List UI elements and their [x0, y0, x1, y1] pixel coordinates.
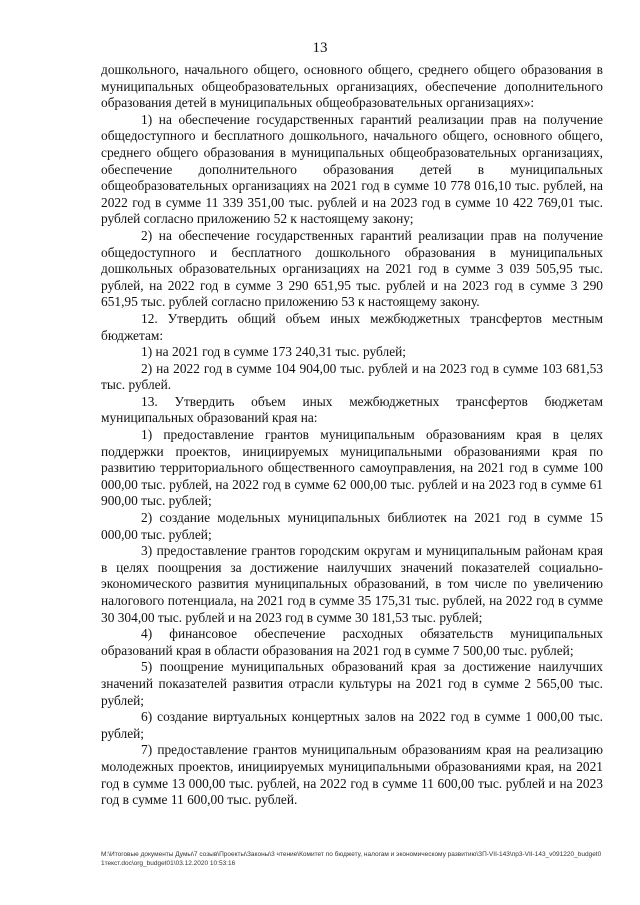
paragraph: 2) на обеспечение государственных гарантий реализации прав на получение общедоступного и бесплатного дошкольного образования в муниципальных дошкольных образовательных организациях на 2021 год в сумме 3 039 505,95 тыс. рублей, на 2022 год в сумме 3 290 651,95 тыс. рублей и на 2023 год в сумме 3 290 651,95 тыс. рублей согласно приложению 53 к настоящему закону.	[101, 227, 603, 310]
document-body	[101, 62, 603, 809]
paragraph: 2) на 2022 год в сумме 104 904,00 тыс. рублей и на 2023 год в сумме 103 681,53 тыс. рублей.	[101, 360, 603, 393]
paragraph: 4) финансовое обеспечение расходных обязательств муниципальных образований края в области образования на 2021 год в сумме 7 500,00 тыс. рублей;	[101, 626, 603, 658]
paragraph: 3) предоставление грантов городским округам и муниципальным районам края в целях поощрения за достижение наилучших значений показателей социально-экономического развития муниципальных образований, в том числе по увеличению налогового потенциала, на 2021 год в сумме 35 175,31 тыс. рублей, на 2022 год в сумме 30 304,00 тыс. рублей и на 2023 год в сумме 30 181,53 тыс. рублей;	[101, 543, 603, 625]
paragraph: 5) поощрение муниципальных образований края за достижение наилучших значений показателей развития отрасли культуры на 2021 год в сумме 2 565,00 тыс. рублей;	[101, 659, 603, 708]
paragraph: 7) предоставление грантов муниципальным образованиям края на реализацию молодежных проектов, инициируемых муниципальными образованиями края, на 2021 год в сумме 13 000,00 тыс. рублей, на 2022 год в сумме 11 600,00 тыс. рублей и на 2023 год в сумме 11 600,00 тыс. рублей.	[101, 742, 603, 808]
paragraph: 2) создание модельных муниципальных библиотек на 2021 год в сумме 15 000,00 тыс. рублей;	[101, 510, 603, 542]
paragraph: 6) создание виртуальных концертных залов на 2022 год в сумме 1 000,00 тыс. рублей;	[101, 709, 603, 741]
paragraph: 12. Утвердить общий объем иных межбюджетных трансфертов местным бюджетам:	[101, 310, 603, 343]
footer-file-path: М:\Итоговые документы Думы\7 созыв\Проекты\Законы\3 чтение\Комитет по бюджету, налогам и экономическому развитию\ЗП-VII-143\пр3-VII-143_v091220_budget01текст.doc\org_budget01\03.12.2020 10:53:16	[101, 851, 602, 867]
paragraph: 1) на 2021 год в сумме 173 240,31 тыс. рублей;	[141, 344, 407, 360]
paragraph: дошкольного, начального общего, основного общего, среднего общего образования в муниципальных общеобразовательных организациях, обеспечение дополнительного образования детей в муниципальных общеобразовательных организациях»:	[101, 62, 603, 111]
page-number: 13	[312, 40, 328, 56]
paragraph: 1) предоставление грантов муниципальным образованиям края в целях поддержки проектов, инициируемых муниципальными образованиями края по развитию территориального общественного самоуправления, на 2021 год в сумме 100 000,00 тыс. рублей, на 2022 год в сумме 62 000,00 тыс. рублей и на 2023 год в сумме 61 900,00 тыс. рублей;	[101, 427, 603, 509]
paragraph: 13. Утвердить объем иных межбюджетных трансфертов бюджетам муниципальных образований края на:	[101, 393, 603, 426]
paragraph: 1) на обеспечение государственных гарантий реализации прав на получение общедоступного и бесплатного дошкольного, начального общего, основного общего, среднего общего образования в муниципальных общеобразовательных организациях, обеспечение дополнительного образования детей в муниципальных общеобразовательных организациях на 2021 год в сумме 10 778 016,10 тыс. рублей, на 2022 год в сумме 11 339 351,00 тыс. рублей и на 2023 год в сумме 10 422 769,01 тыс. рублей согласно приложению 52 к настоящему закону;	[101, 111, 603, 227]
